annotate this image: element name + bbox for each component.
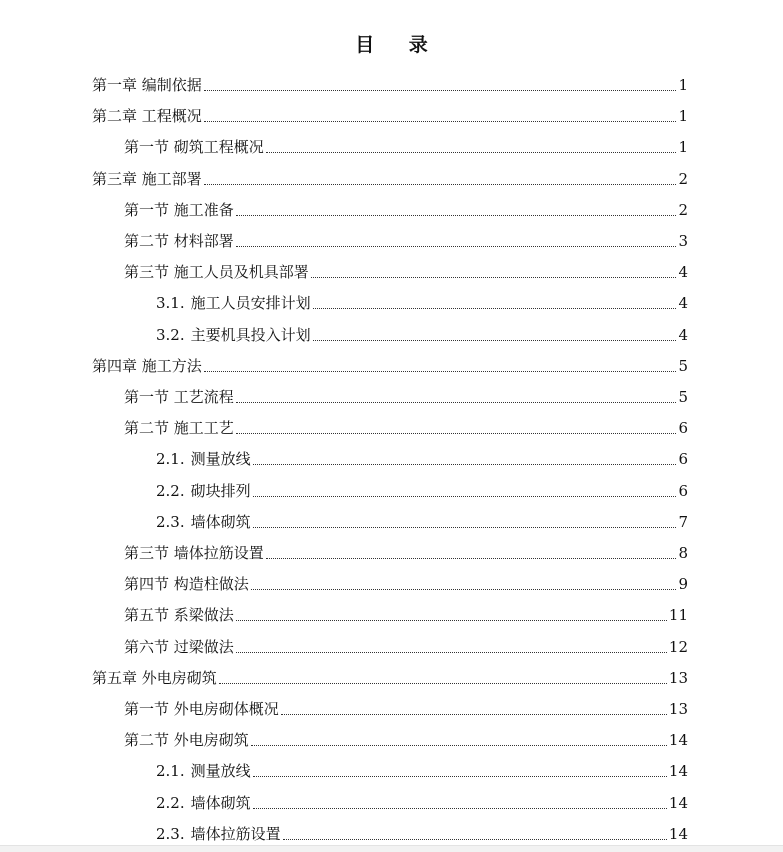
toc-entry[interactable] bbox=[124, 257, 688, 281]
toc-dot-leader bbox=[313, 339, 677, 341]
toc-page-number: 7 bbox=[678, 512, 688, 531]
toc-entry[interactable] bbox=[92, 351, 688, 375]
toc-entry-label bbox=[124, 201, 234, 219]
toc-entry-text: 第一章 编制依据 bbox=[92, 76, 202, 94]
toc-entry-text: 第三章 施工部署 bbox=[92, 169, 202, 188]
toc-entry[interactable] bbox=[92, 164, 688, 188]
toc-page-number: 6 bbox=[678, 419, 688, 438]
toc-entry[interactable] bbox=[156, 288, 688, 312]
toc-entry[interactable] bbox=[92, 101, 688, 125]
toc-entry-text: 第一节 砌筑工程概况 bbox=[124, 138, 264, 157]
toc-entry[interactable] bbox=[124, 195, 688, 219]
toc-entry-number: 2.2. bbox=[156, 481, 185, 500]
toc-page-number: 3 bbox=[678, 232, 688, 250]
toc-dot-leader bbox=[266, 151, 677, 153]
toc-entry-number: 2.1. bbox=[156, 450, 185, 469]
toc-page-number: 13 bbox=[668, 668, 688, 687]
toc-page-number: 8 bbox=[678, 544, 688, 562]
toc-page-number: 14 bbox=[668, 762, 688, 781]
toc-entry[interactable] bbox=[156, 756, 688, 780]
toc-page-number: 4 bbox=[678, 294, 688, 313]
toc-page-number: 6 bbox=[678, 481, 688, 500]
toc-entry-label bbox=[156, 513, 251, 531]
toc-entry-label bbox=[92, 669, 217, 687]
toc-entry-text: 第三节 墙体拉筋设置 bbox=[124, 544, 264, 562]
toc-dot-leader bbox=[253, 495, 677, 497]
toc-entry-text: 施工人员安排计划 bbox=[190, 294, 311, 313]
toc-dot-leader bbox=[251, 744, 667, 746]
toc-entry[interactable] bbox=[156, 444, 688, 468]
toc-entry-label bbox=[156, 294, 311, 312]
toc-entry[interactable] bbox=[124, 226, 688, 250]
toc-entry-label bbox=[124, 575, 249, 593]
toc-entry-text: 第二节 外电房砌筑 bbox=[124, 731, 249, 750]
toc-page-number: 1 bbox=[678, 138, 688, 157]
toc-entry[interactable] bbox=[124, 632, 688, 656]
toc-page-number: 14 bbox=[668, 731, 688, 750]
toc-dot-leader bbox=[251, 588, 677, 590]
toc-entry-label bbox=[124, 263, 309, 281]
toc-title: 目 录 bbox=[355, 34, 442, 56]
toc-page-number: 1 bbox=[678, 76, 688, 94]
toc-entry-label bbox=[124, 700, 279, 718]
toc-page-number: 2 bbox=[678, 200, 688, 219]
toc-dot-leader bbox=[253, 807, 667, 809]
toc-entry-text: 第三节 施工人员及机具部署 bbox=[124, 263, 309, 282]
toc-entry-label bbox=[156, 482, 251, 500]
toc-dot-leader bbox=[313, 307, 677, 309]
toc-dot-leader bbox=[236, 432, 677, 434]
toc-page-number: 1 bbox=[678, 107, 688, 126]
toc-page-number: 6 bbox=[678, 450, 688, 469]
toc-entry[interactable] bbox=[156, 788, 688, 812]
toc-entry[interactable] bbox=[156, 819, 688, 843]
toc-entry[interactable] bbox=[156, 320, 688, 344]
toc-entry-number: 2.3. bbox=[156, 824, 185, 843]
toc-entry[interactable] bbox=[156, 507, 688, 531]
toc-entry-text: 主要机具投入计划 bbox=[190, 325, 311, 344]
toc-dot-leader bbox=[204, 120, 677, 122]
toc-page-number: 14 bbox=[668, 824, 688, 843]
toc-dot-leader bbox=[253, 463, 677, 465]
toc-entry-label bbox=[124, 138, 264, 156]
toc-page-number: 14 bbox=[668, 793, 688, 812]
toc-entry-label bbox=[92, 107, 202, 125]
toc-entry-text: 墙体砌筑 bbox=[190, 793, 251, 812]
toc-entry-label bbox=[124, 388, 234, 406]
toc-entry-text: 测量放线 bbox=[190, 450, 251, 469]
toc-entry-text: 第二章 工程概况 bbox=[92, 107, 202, 126]
toc-entry[interactable] bbox=[124, 413, 688, 437]
toc-dot-leader bbox=[204, 183, 677, 185]
toc-entry-label bbox=[92, 170, 202, 188]
toc-entry-label bbox=[156, 794, 251, 812]
toc-entry-text: 砌块排列 bbox=[190, 481, 251, 500]
toc-dot-leader bbox=[236, 214, 677, 216]
toc-entry-text: 墙体砌筑 bbox=[190, 512, 251, 531]
toc-entry-label bbox=[92, 357, 202, 375]
toc-dot-leader bbox=[236, 651, 667, 653]
toc-dot-leader bbox=[204, 370, 677, 372]
toc-page-number: 4 bbox=[678, 325, 688, 344]
toc-page-number: 12 bbox=[668, 637, 688, 656]
toc-entry[interactable] bbox=[124, 132, 688, 156]
toc-entry[interactable] bbox=[156, 476, 688, 500]
toc-entry-text: 第一节 施工准备 bbox=[124, 200, 234, 219]
toc-dot-leader bbox=[283, 838, 667, 840]
toc-entry-text: 第一节 外电房砌体概况 bbox=[124, 700, 279, 718]
toc-entry-number: 3.1. bbox=[156, 294, 185, 313]
toc-dot-leader bbox=[253, 775, 667, 777]
toc-entry[interactable] bbox=[124, 382, 688, 406]
toc-entry-label bbox=[156, 450, 251, 468]
toc-entry[interactable] bbox=[124, 538, 688, 562]
toc-entry-text: 第一节 工艺流程 bbox=[124, 388, 234, 406]
toc-dot-leader bbox=[266, 557, 677, 559]
toc-entry-text: 测量放线 bbox=[190, 762, 251, 781]
toc-dot-leader bbox=[219, 682, 667, 684]
toc-page-number: 13 bbox=[668, 700, 688, 718]
toc-dot-leader bbox=[204, 89, 677, 91]
toc-entry[interactable] bbox=[124, 694, 688, 718]
toc-entry[interactable] bbox=[92, 663, 688, 687]
toc-entry[interactable] bbox=[124, 569, 688, 593]
toc-entry-text: 第二节 材料部署 bbox=[124, 232, 234, 250]
toc-page-number: 9 bbox=[678, 575, 688, 594]
toc-entry-text: 第五章 外电房砌筑 bbox=[92, 668, 217, 687]
toc-entry-number: 3.2. bbox=[156, 325, 185, 344]
toc-entry-label bbox=[124, 638, 234, 656]
toc-entry[interactable] bbox=[92, 70, 688, 94]
toc-entry-label bbox=[124, 731, 249, 749]
toc-entry-number: 2.1. bbox=[156, 762, 185, 781]
toc-entry-text: 第五节 系梁做法 bbox=[124, 606, 234, 625]
toc-entry-number: 2.2. bbox=[156, 793, 185, 812]
toc-page-number: 5 bbox=[678, 356, 688, 375]
toc-dot-leader bbox=[281, 713, 667, 715]
toc-entry-label bbox=[92, 76, 202, 94]
toc-entry-text: 墙体拉筋设置 bbox=[190, 824, 281, 843]
toc-entry-label bbox=[156, 825, 281, 843]
toc-entry[interactable] bbox=[124, 600, 688, 624]
toc-entry-label bbox=[124, 419, 234, 437]
toc-page-number: 11 bbox=[668, 606, 688, 625]
toc-entry-text: 第四节 构造柱做法 bbox=[124, 575, 249, 594]
toc-dot-leader bbox=[311, 276, 677, 278]
toc-entry-label bbox=[124, 232, 234, 250]
toc-entry-label bbox=[156, 326, 311, 344]
toc-dot-leader bbox=[253, 526, 677, 528]
toc-entry-text: 第二节 施工工艺 bbox=[124, 419, 234, 438]
toc-entry[interactable] bbox=[124, 725, 688, 749]
toc-page-number: 2 bbox=[678, 169, 688, 188]
toc-entry-number: 2.3. bbox=[156, 512, 185, 531]
toc-entry-text: 第六节 过梁做法 bbox=[124, 637, 234, 656]
toc-page-number: 4 bbox=[678, 263, 688, 282]
toc-dot-leader bbox=[236, 401, 677, 403]
toc-entry-label bbox=[124, 544, 264, 562]
toc-entry-label bbox=[124, 606, 234, 624]
toc-entry-label bbox=[156, 762, 251, 780]
toc-dot-leader bbox=[236, 619, 667, 621]
toc-dot-leader bbox=[236, 245, 677, 247]
toc-page-number: 5 bbox=[678, 388, 688, 406]
toc-entry-text: 第四章 施工方法 bbox=[92, 356, 202, 375]
